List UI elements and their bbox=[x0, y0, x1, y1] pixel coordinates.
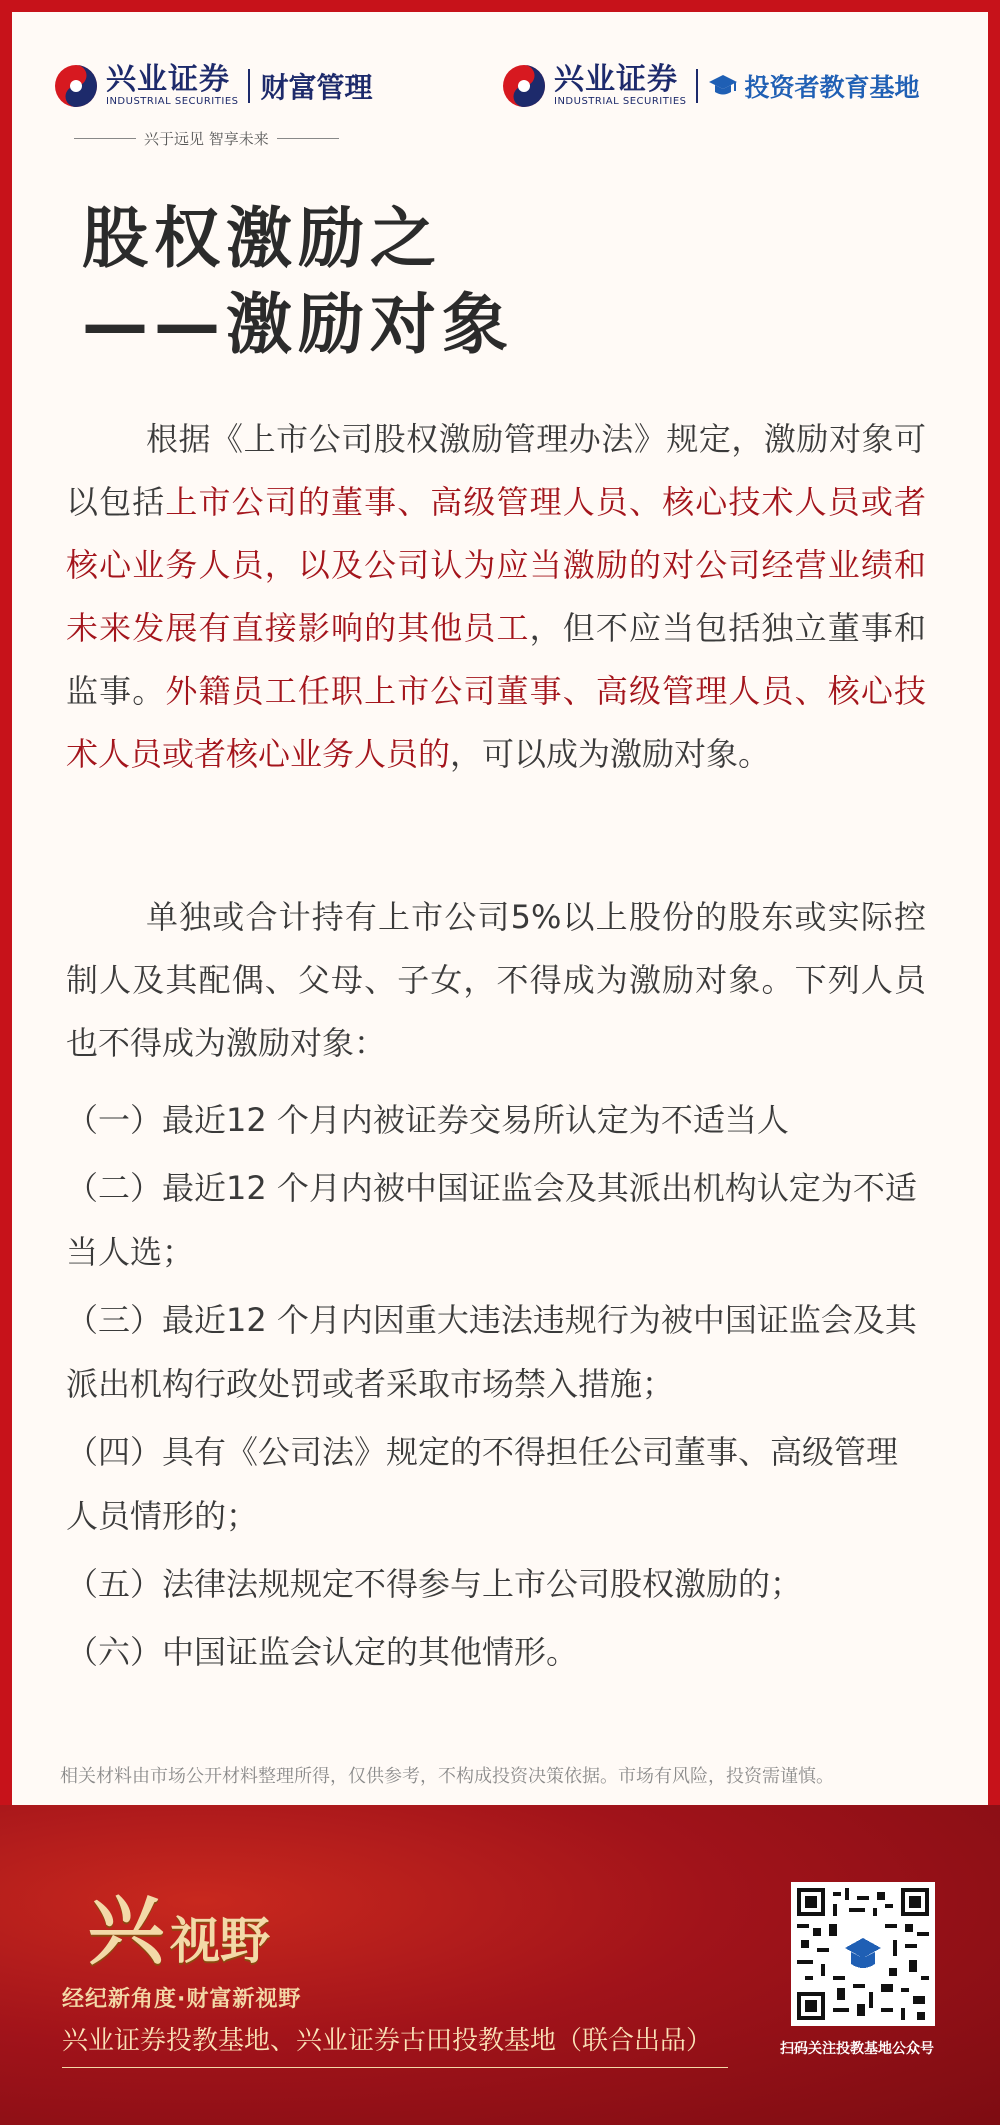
left-logo-cn: 兴业证券 bbox=[106, 62, 230, 97]
list-item: （二）最近12 个月内被中国证监会及其派出机构认定为不适当人选； bbox=[66, 1169, 917, 1271]
paragraph-excluded-persons: 单独或合计持有上市公司5%以上股份的股东或实际控制人及其配偶、父母、子女，不得成为激励对象。下列人员也不得成为激励对象： bbox=[66, 898, 926, 1062]
list-item: （四）具有《公司法》规定的不得担任公司董事、高级管理人员情形的； bbox=[66, 1433, 899, 1535]
slogan: 兴于远见 智享未来 bbox=[66, 128, 347, 149]
brand-small: 视野 bbox=[170, 1911, 270, 1970]
tagline: 经纪新角度·财富新视野 bbox=[62, 1987, 302, 2012]
producer-credit: 兴业证券投教基地、兴业证券古田投教基地（联合出品） bbox=[62, 2020, 728, 2068]
highlight-eligible-persons: 上市公司的董事、高级管理人员、核心技术人员或者核心业务人员，以及公司认为应当激励的对公司经营业绩和未来发展有直接影响的其他员工 bbox=[66, 483, 926, 647]
qr-code-icon bbox=[797, 1888, 929, 2020]
industrial-securities-logo-icon bbox=[502, 64, 546, 108]
title-line-2: ——激励对象 bbox=[82, 286, 514, 363]
right-logo-cn: 兴业证券 bbox=[554, 62, 678, 97]
list-item: （五）法律法规规定不得参与上市公司股权激励的； bbox=[66, 1565, 803, 1603]
left-logo-sub: 财富管理 bbox=[260, 71, 373, 104]
highlight-foreign-employees: 外籍员工任职上市公司董事、高级管理人员、核心技术人员或者核心业务人员的 bbox=[66, 672, 926, 773]
list-item: （三）最近12 个月内因重大违法违规行为被中国证监会及其派出机构行政处罚或者采取市场禁入措施； bbox=[66, 1301, 917, 1403]
right-logo-sub: 投资者教育基地 bbox=[744, 73, 920, 102]
logo-industrial-securities-wealth bbox=[54, 64, 373, 108]
logo-divider bbox=[248, 69, 250, 103]
list-item: （六）中国证监会认定的其他情形。 bbox=[66, 1633, 579, 1671]
logo-investor-education-base bbox=[502, 64, 920, 108]
brand-big: 兴 bbox=[88, 1886, 166, 1975]
logo-divider bbox=[696, 69, 698, 103]
left-logo-en: INDUSTRIAL SECURITIES bbox=[106, 96, 239, 107]
title-line-1: 股权激励之 bbox=[82, 200, 442, 277]
list-item: （一）最近12 个月内被证券交易所认定为不适当人 bbox=[66, 1101, 789, 1139]
disclaimer: 相关材料由市场公开材料整理所得，仅供参考，不构成投资决策依据。市场有风险，投资需谨慎。 bbox=[60, 1766, 834, 1787]
exclusion-list bbox=[66, 1088, 926, 1688]
right-logo-en: INDUSTRIAL SECURITIES bbox=[554, 96, 687, 107]
page-title bbox=[82, 196, 514, 368]
qr-code[interactable] bbox=[791, 1882, 935, 2026]
graduation-cap-icon bbox=[708, 73, 738, 99]
paragraph-incentive-recipients: 根据《上市公司股权激励管理办法》规定，激励对象可以包括上市公司的董事、高级管理人员、核心技术人员或者核心业务人员，以及公司认为应当激励的对公司经营业绩和未来发展有直接影响的其他员工，但不应当包括独立董事和监事。外籍员工任职上市公司董事、高级管理人员、核心技术人员或者核心业务人员的，可以成为激励对象。 bbox=[66, 420, 926, 773]
industrial-securities-logo-icon bbox=[54, 64, 98, 108]
qr-label: 扫码关注投教基地公众号 bbox=[780, 2041, 934, 2057]
brand-xingshiye bbox=[88, 1870, 270, 1979]
